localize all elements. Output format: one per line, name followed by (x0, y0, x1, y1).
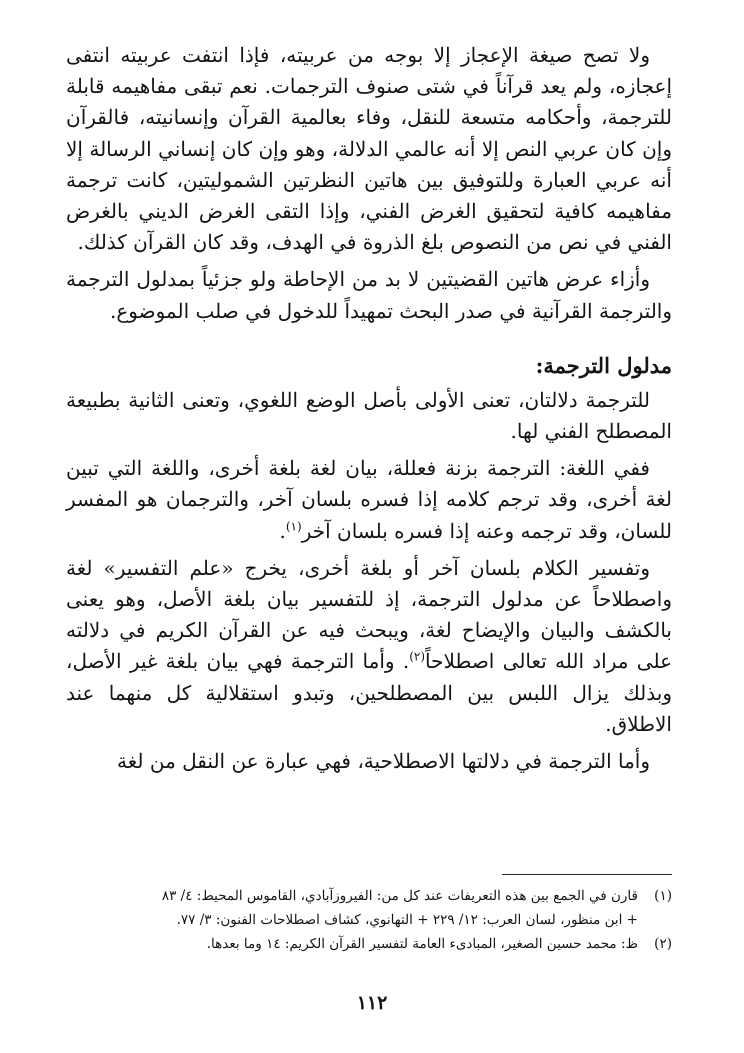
paragraph-5-tail: . وأما الترجمة فهي بيان بلغة غير الأصل، وبذلك يزال اللبس بين المصطلحين، وتبدو استقلالية كل منهما عند الاطلاق. (66, 649, 672, 736)
footnote-1-number: (١) (654, 888, 672, 904)
footnote-2 (66, 932, 672, 956)
footnote-1-continued (66, 908, 672, 932)
paragraph-3: للترجمة دلالتان، تعنى الأولى بأصل الوضع اللغوي، وتعنى الثانية بطبيعة المصطلح الفني لها. (66, 387, 672, 444)
paragraph-4 (66, 453, 672, 547)
paragraph-4-text: ففي اللغة: الترجمة بزنة فعللة، بيان لغة بلغة أخرى، واللغة التي تبين لغة أخرى، وقد ترجم كلامه إذا فسره بلسان آخر، والترجمان هو المفسر للسان، وقد ترجمه وعنه إذا فسره بلسان آخر (66, 456, 672, 543)
paragraph-5-text: وتفسير الكلام بلسان آخر أو بلغة أخرى، يخرج «علم التفسير» لغة واصطلاحاً عن مدلول الترجمة، إذ للتفسير بيان بلغة الأصل، وهو يعنى بالكشف والبيان والإيضاح لغة، ويبحث فيه عن القرآن الكريم في دلالته على مراد الله تعالى اصطلاحاً (66, 555, 672, 674)
paragraph-2: وأزاء عرض هاتين القضيتين لا بد من الإحاطة ولو جزئياً بمدلول الترجمة والترجمة القرآنية في صدر البحث تمهيداً للدخول في صلب الموضوع. (66, 267, 672, 323)
footnote-1 (66, 884, 672, 908)
footnote-1-line-1: قارن في الجمع بين هذه التعريفات عند كل من: الفيروزآبادي، القاموس المحيط: ٤/ ٨٣ (161, 888, 638, 904)
footnote-2-line-1: ظ: محمد حسين الصغير، المبادىء العامة لتفسير القرآن الكريم: ١٤ وما بعدها. (206, 936, 638, 952)
footnote-divider (502, 874, 672, 875)
footnote-1-line-2: + ابن منظور، لسان العرب: ١٢/ ٢٢٩ + التهانوي، كشاف اصطلاحات الفنون: ٣/ ٧٧. (176, 912, 638, 928)
paragraph-5 (66, 553, 672, 740)
paragraph-6: وأما الترجمة في دلالتها الاصطلاحية، فهي عبارة عن النقل من لغة (117, 749, 650, 774)
paragraph-4-tail: . (279, 518, 286, 543)
footnote-ref-2[interactable]: (٢) (409, 649, 426, 664)
page-number: ١١٢ (356, 992, 388, 1014)
section-heading: مدلول الترجمة: (535, 352, 672, 378)
footnotes (66, 884, 672, 956)
footnote-ref-1[interactable]: (١) (285, 518, 302, 533)
paragraph-1: ولا تصح صيغة الإعجاز إلا بوجه من عربيته، فإذا انتفت عربيته انتفى إعجازه، ولم يعد قرآناً في شتى صنوف الترجمات. نعم تبقى مفاهيمه قابلة للترجمة، وأحكامه متسعة للنقل، وفاء بعالمية القرآن وإنسانيته، فالقرآن وإن كان عربي النص إلا أنه عالمي الدلالة، وهو وإن كان إنساني الرسالة إلا أنه عربي العبارة وللتوفيق بين هاتين النظرتين الشموليتين، كانت ترجمة مفاهيمه كافية لتحقيق الغرض الفني، وإذا التقى الغرض الديني بالغرض الفني في نص من النصوص بلغ الذروة في الهدف، وقد كان القرآن كذلك. (66, 43, 672, 255)
footnote-2-number: (٢) (654, 936, 672, 952)
